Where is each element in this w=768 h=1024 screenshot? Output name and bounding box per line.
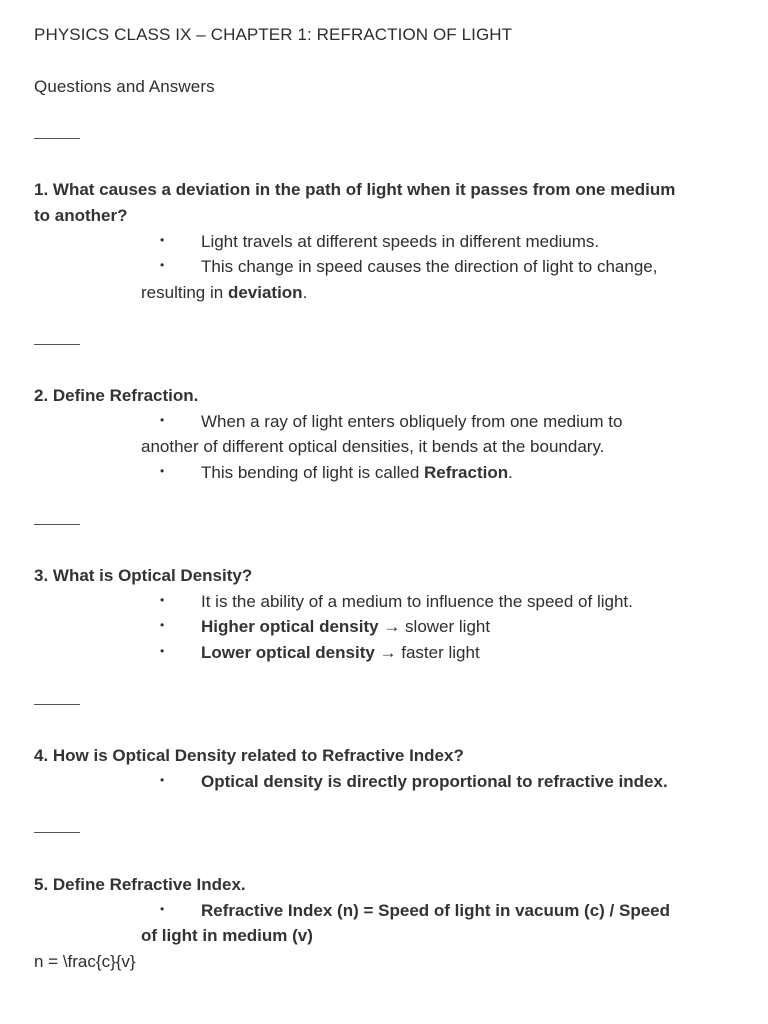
term-refraction: Refraction: [424, 463, 509, 482]
bullet-icon: •: [160, 592, 165, 607]
bullet-text: Refractive Index (n) = Speed of light in vacuum (c) / Speed: [201, 901, 671, 920]
bullet-text: It is the ability of a medium to influence the speed of light.: [201, 592, 633, 611]
document-title: PHYSICS CLASS IX – CHAPTER 1: REFRACTION OF LIGHT: [34, 25, 513, 44]
bullet-icon: •: [160, 257, 165, 272]
answer-1-bullet-2-continuation: resulting in deviation.: [141, 283, 308, 302]
bullet-text: Light travels at different speeds in different mediums.: [201, 232, 600, 251]
bullet-icon: •: [160, 463, 165, 478]
bullet-icon: •: [160, 643, 165, 658]
answer-3-bullet-1: [160, 589, 633, 615]
bullet-icon: •: [160, 617, 165, 632]
question-3: 3. What is Optical Density?: [34, 566, 253, 585]
answer-3-bullet-2: • Higher optical density → slower light: [160, 614, 490, 640]
question-5: 5. Define Refractive Index.: [34, 875, 246, 894]
divider: [34, 138, 80, 139]
answer-5-bullet-1: [160, 898, 670, 924]
divider: [34, 704, 80, 705]
answer-3-bullet-3: • Lower optical density → faster light: [160, 640, 480, 666]
formula: n = \frac{c}{v}: [34, 952, 136, 971]
bullet-text: Optical density is directly proportional to refractive index.: [201, 772, 668, 791]
divider: [34, 832, 80, 833]
bullet-icon: •: [160, 232, 165, 247]
answer-1-bullet-1: [160, 229, 599, 255]
question-4: 4. How is Optical Density related to Refractive Index?: [34, 746, 464, 765]
answer-2-bullet-2: • This bending of light is called Refraction.: [160, 460, 513, 486]
bullet-text: When a ray of light enters obliquely from one medium to: [201, 412, 623, 431]
question-2: 2. Define Refraction.: [34, 386, 199, 405]
bullet-text: This change in speed causes the direction of light to change,: [201, 257, 658, 276]
divider: [34, 344, 80, 345]
bullet-icon: •: [160, 412, 165, 427]
bullet-icon: •: [160, 901, 165, 916]
document-subtitle: Questions and Answers: [34, 77, 215, 96]
divider: [34, 524, 80, 525]
bullet-icon: •: [160, 772, 165, 787]
answer-2-bullet-1-continuation: another of different optical densities, it bends at the boundary.: [141, 437, 605, 456]
question-1: 1. What causes a deviation in the path of light when it passes from one medium: [34, 180, 676, 199]
question-1-line-2: to another?: [34, 206, 128, 225]
term-deviation: deviation: [227, 283, 303, 302]
answer-1-bullet-2: [160, 254, 657, 280]
answer-2-bullet-1: [160, 409, 622, 435]
answer-4-bullet-1: [160, 769, 668, 795]
answer-5-bullet-1-continuation: of light in medium (v): [141, 926, 313, 945]
